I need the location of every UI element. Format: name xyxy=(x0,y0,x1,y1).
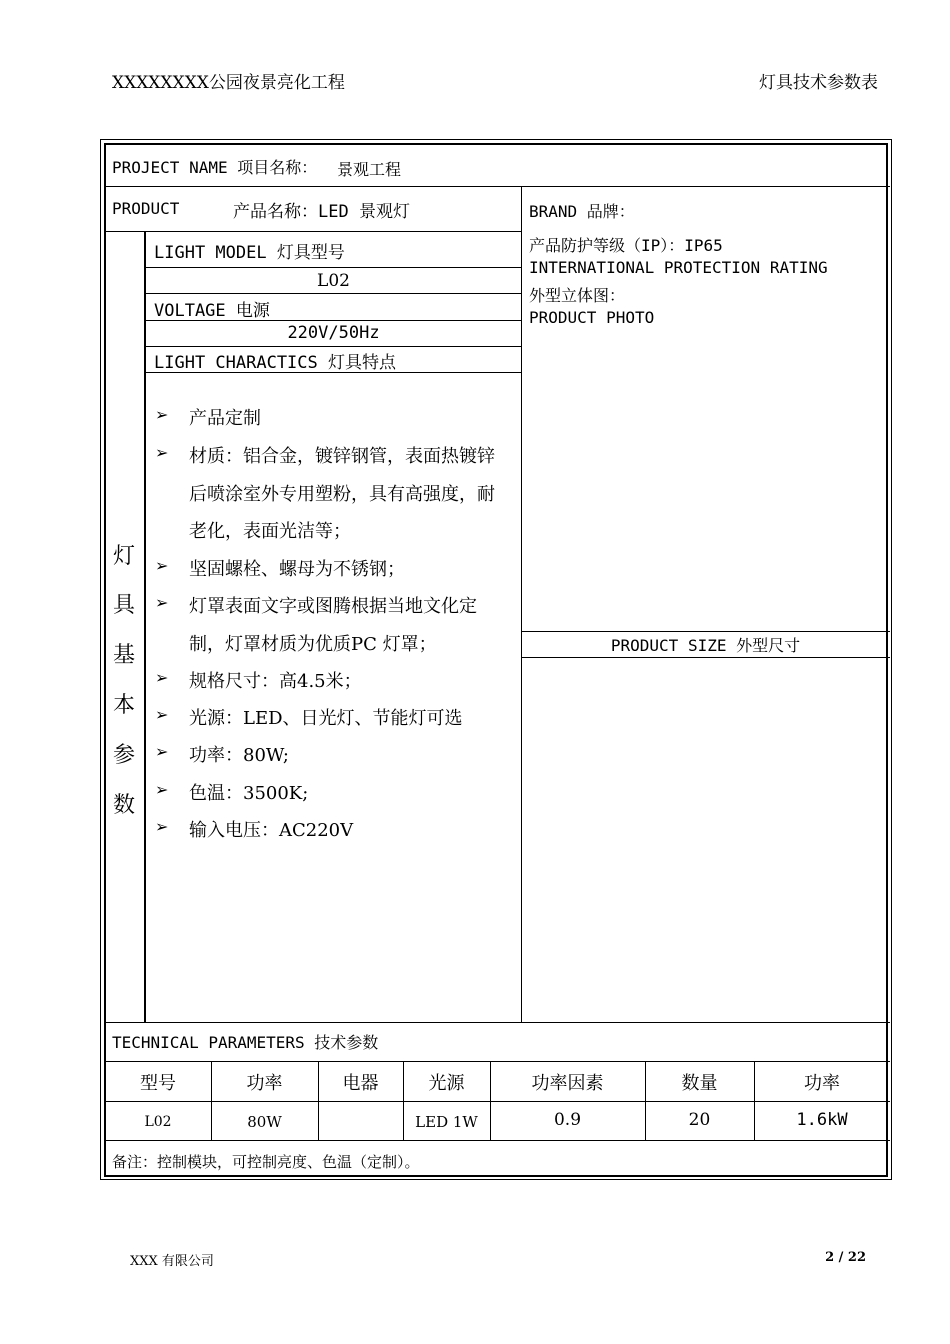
table-cell: 20 xyxy=(688,1110,711,1130)
rule xyxy=(146,346,521,347)
voltage-value: 220V/50Hz xyxy=(287,323,380,343)
column-header: 数量 xyxy=(681,1073,718,1094)
rule xyxy=(105,1061,890,1062)
rule xyxy=(146,267,521,268)
protection-rating-en: INTERNATIONAL PROTECTION RATING xyxy=(529,258,828,277)
characteristics-label: LIGHT CHARACTICS 灯具特点 xyxy=(154,353,396,373)
header-project-title: XXXXXXXX公园夜景亮化工程 xyxy=(112,73,345,93)
bullet-arrow-icon: ➢ xyxy=(155,556,169,575)
side-label-char: 基 xyxy=(113,643,136,668)
table-cell: 80W xyxy=(247,1113,282,1131)
table-cell: LED 1W xyxy=(415,1113,478,1131)
footer-company: XXX 有限公司 xyxy=(130,1254,214,1269)
bullet-arrow-icon: ➢ xyxy=(155,405,169,424)
list-item-continuation: 后喷涂室外专用塑粉，具有高强度，耐 xyxy=(189,484,495,505)
project-name-value: 景观工程 xyxy=(337,160,402,179)
note: 备注：控制模块，可控制亮度、色温（定制）。 xyxy=(112,1153,420,1171)
table-cell: 1.6kW xyxy=(796,1110,848,1130)
side-label-char: 具 xyxy=(113,593,136,618)
column-header: 功率 xyxy=(804,1073,840,1094)
project-name-label: PROJECT NAME 项目名称： xyxy=(112,158,318,177)
list-item-continuation: 老化，表面光洁等； xyxy=(189,521,351,542)
header-document-title: 灯具技术参数表 xyxy=(759,73,878,93)
rule xyxy=(105,1140,890,1141)
rule xyxy=(105,231,521,232)
list-item: 灯罩表面文字或图腾根据当地文化定 xyxy=(189,596,477,617)
list-item: 规格尺寸：高4.5米； xyxy=(189,671,362,692)
list-item: 光源：LED、日光灯、节能灯可选 xyxy=(189,708,463,729)
product-label: PRODUCT xyxy=(112,199,180,218)
side-label-char: 数 xyxy=(113,793,136,818)
brand-label: BRAND 品牌： xyxy=(529,202,635,221)
rule xyxy=(144,231,146,1022)
bullet-arrow-icon: ➢ xyxy=(155,817,169,836)
rule xyxy=(521,186,522,1022)
bullet-arrow-icon: ➢ xyxy=(155,780,169,799)
light-model-label: LIGHT MODEL 灯具型号 xyxy=(154,243,345,263)
column-header: 光源 xyxy=(428,1073,465,1094)
page-number: 2 / 22 xyxy=(825,1250,866,1265)
bullet-arrow-icon: ➢ xyxy=(155,742,169,761)
list-item-continuation: 制，灯罩材质为优质PC 灯罩； xyxy=(189,634,437,655)
side-label-char: 本 xyxy=(113,693,136,718)
protection-rating: 产品防护等级（IP）：IP65 xyxy=(529,236,723,255)
bullet-arrow-icon: ➢ xyxy=(155,443,169,462)
technical-parameters-label: TECHNICAL PARAMETERS 技术参数 xyxy=(112,1033,379,1052)
bullet-arrow-icon: ➢ xyxy=(155,593,169,612)
list-item: 产品定制 xyxy=(189,408,261,429)
light-model-value: L02 xyxy=(317,271,350,291)
list-item: 色温：3500K; xyxy=(189,783,309,804)
column-header: 功率因素 xyxy=(531,1073,604,1094)
voltage-label: VOLTAGE 电源 xyxy=(154,301,270,321)
side-label-char: 灯 xyxy=(113,544,136,569)
rule xyxy=(521,657,890,658)
list-item: 输入电压：AC220V xyxy=(189,820,354,841)
rule xyxy=(146,293,521,294)
product-name: 产品名称：LED 景观灯 xyxy=(233,202,410,222)
product-photo-label: 外型立体图： xyxy=(529,286,626,305)
list-item: 功率：80W; xyxy=(189,745,289,766)
product-photo-label-en: PRODUCT PHOTO xyxy=(529,308,655,327)
rule xyxy=(521,631,890,632)
product-size-label: PRODUCT SIZE 外型尺寸 xyxy=(610,636,801,655)
bullet-arrow-icon: ➢ xyxy=(155,668,169,687)
table-cell: L02 xyxy=(144,1114,172,1130)
bullet-arrow-icon: ➢ xyxy=(155,705,169,724)
side-label-char: 参 xyxy=(113,743,136,768)
list-item: 坚固螺栓、螺母为不锈钢； xyxy=(189,559,405,580)
column-header: 型号 xyxy=(140,1073,176,1094)
column-header: 功率 xyxy=(246,1073,283,1094)
column-header: 电器 xyxy=(342,1073,379,1094)
rule xyxy=(105,1101,890,1102)
rule xyxy=(105,186,890,187)
list-item: 材质：铝合金，镀锌钢管，表面热镀锌 xyxy=(189,446,495,467)
table-cell: 0.9 xyxy=(553,1110,582,1130)
rule xyxy=(105,1022,890,1023)
